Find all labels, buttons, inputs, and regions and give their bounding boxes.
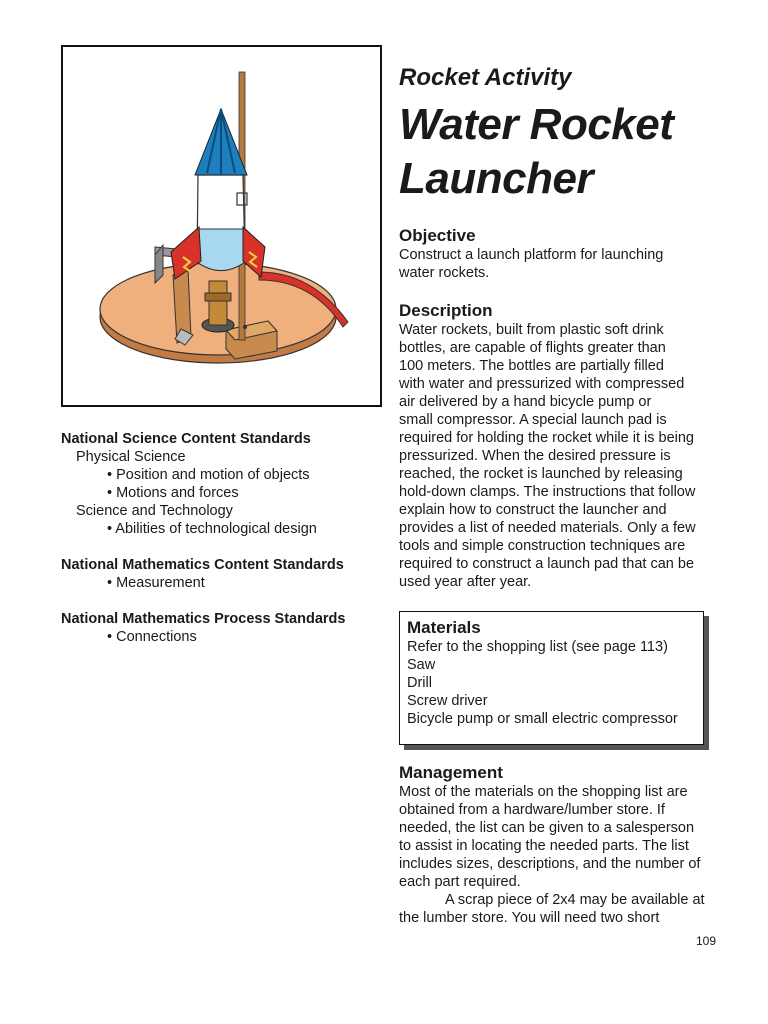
material-item: Refer to the shopping list (see page 113) [407,639,668,655]
standard-item: • Abilities of technological design [107,521,317,537]
text-line: required to construct a launch pad that can be [399,556,695,572]
rocket-launcher-illustration [63,47,380,405]
standard-item: • Motions and forces [107,485,239,501]
text-line: 100 meters. The bottles are partially filled [399,358,664,374]
text-line: includes sizes, descriptions, and the number of [399,856,701,872]
page-number: 109 [696,934,717,948]
material-item: Saw [407,657,436,673]
materials-box [399,611,704,745]
rocket-water [197,229,245,271]
title-line-1: Water Rocket [399,100,674,149]
text-line: each part required. [399,874,521,890]
brass-pipe [209,281,227,325]
material-item: Screw driver [407,693,488,709]
text-line: hold-down clamps. The instructions that follow [399,484,696,500]
text-line: small compressor. A special launch pad is [399,412,667,428]
material-item: Drill [407,675,432,691]
standard-item: • Connections [107,629,197,645]
text-line: required for holding the rocket while it is being [399,430,694,446]
text-line: bottles, are capable of flights greater than [399,340,666,356]
text-line: Construct a launch platform for launching [399,247,664,263]
science-standards-heading: National Science Content Standards [61,431,311,447]
standards-section [61,430,381,646]
material-item: Bicycle pump or small electric compressor [407,711,678,727]
text-line: the lumber store. You will need two short [399,910,660,926]
text-line: pressurized. When the desired pressure is [399,448,671,464]
activity-subtitle: Rocket Activity [399,64,572,91]
science-technology-label: Science and Technology [76,503,233,519]
management-heading: Management [399,763,503,782]
text-line: water rockets. [399,265,490,281]
materials-heading: Materials [407,618,481,637]
text-line: to assist in locating the needed parts. The list [399,838,689,854]
text-line: tools and simple construction techniques are [399,538,686,554]
main-content [399,62,729,591]
text-line: obtained from a hardware/lumber store. If [399,802,665,818]
objective-text [399,246,729,282]
text-line: Most of the materials on the shopping list are [399,784,688,800]
illustration-frame [61,45,382,407]
title-line-2: Launcher [399,154,594,203]
text-line: needed, the list can be given to a salesperson [399,820,695,836]
management-text [399,783,729,927]
text-line: air delivered by a hand bicycle pump or [399,394,652,410]
description-text [399,321,729,591]
objective-heading: Objective [399,226,476,245]
text-line: with water and pressurized with compressed [399,376,685,392]
standard-item: • Position and motion of objects [107,467,310,483]
physical-science-label: Physical Science [76,449,186,465]
text-line: A scrap piece of 2x4 may be available at [445,892,705,908]
text-line: Water rockets, built from plastic soft drink [399,322,664,338]
standard-item: • Measurement [107,575,205,591]
management-section [399,763,729,927]
math-process-standards-heading: National Mathematics Process Standards [61,611,346,627]
text-line: provides a list of needed materials. Only a few [399,520,696,536]
text-line: used year after year. [399,574,532,590]
materials-list [407,638,696,728]
math-content-standards-heading: National Mathematics Content Standards [61,557,344,573]
page-title [399,98,729,206]
text-line: reached, the rocket is launched by releasing [399,466,683,482]
text-line: explain how to construct the launcher and [399,502,667,518]
description-heading: Description [399,301,493,320]
